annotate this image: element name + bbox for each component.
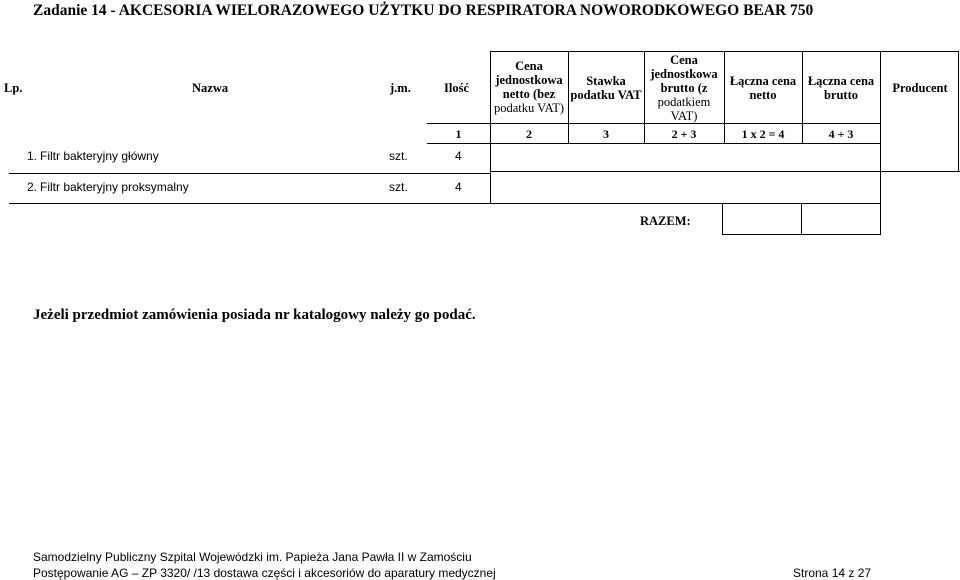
row2-nazwa: Filtr bakteryjny proksymalny <box>40 180 189 194</box>
catalog-note: Jeżeli przedmiot zamówienia posiada nr katalogowy należy go podać. <box>33 307 476 323</box>
index-cell: 2 + 3 <box>671 127 697 141</box>
footer-procedure: Postępowanie AG – ZP 3320/ /13 dostawa części i akcesoriów do aparatury medycznej <box>33 566 496 580</box>
row2-ilosc: 4 <box>455 180 462 194</box>
footer-hospital: Samodzielny Publiczny Szpital Wojewódzki im. Papieża Jana Pawła II w Zamościu <box>33 550 472 564</box>
header-nazwa: Nazwa <box>192 81 229 95</box>
index-cell: 4 + 3 <box>828 127 854 141</box>
header-laczna-brutto: Łączna cena brutto <box>807 74 875 102</box>
row1-ilosc: 4 <box>455 149 462 163</box>
footer-page-number: Strona 14 z 27 <box>793 566 872 580</box>
header-jm: j.m. <box>390 81 411 95</box>
page-title: Zadanie 14 - AKCESORIA WIELORAZOWEGO UŻYTKU DO RESPIRATORA NOWORODKOWEGO BEAR 750 <box>33 2 814 19</box>
row1-lp: 1. <box>27 149 38 163</box>
index-cell: 1 <box>455 127 462 141</box>
index-cell: 1 x 2 = 4 <box>741 127 785 141</box>
header-stawka-vat: Stawka podatku VAT <box>570 74 642 102</box>
index-cell: 2 <box>526 127 532 141</box>
row2-jm: szt. <box>389 180 408 194</box>
razem-label: RAZEM: <box>640 214 691 228</box>
header-laczna-netto: Łączna cena netto <box>729 74 797 102</box>
header-cena-brutto: Cena jednostkowa brutto (z podatkiem VAT) <box>650 53 718 123</box>
row1-jm: szt. <box>389 149 408 163</box>
row2-lp: 2. <box>27 180 38 194</box>
header-ilosc: Ilość <box>444 81 469 95</box>
row1-nazwa: Filtr bakteryjny główny <box>40 149 159 163</box>
index-cell: 3 <box>603 127 609 141</box>
header-lp: Lp. <box>4 81 23 95</box>
header-producent: Producent <box>892 81 948 95</box>
header-cena-netto: Cena jednostkowa netto (bez podatku VAT) <box>493 59 565 115</box>
